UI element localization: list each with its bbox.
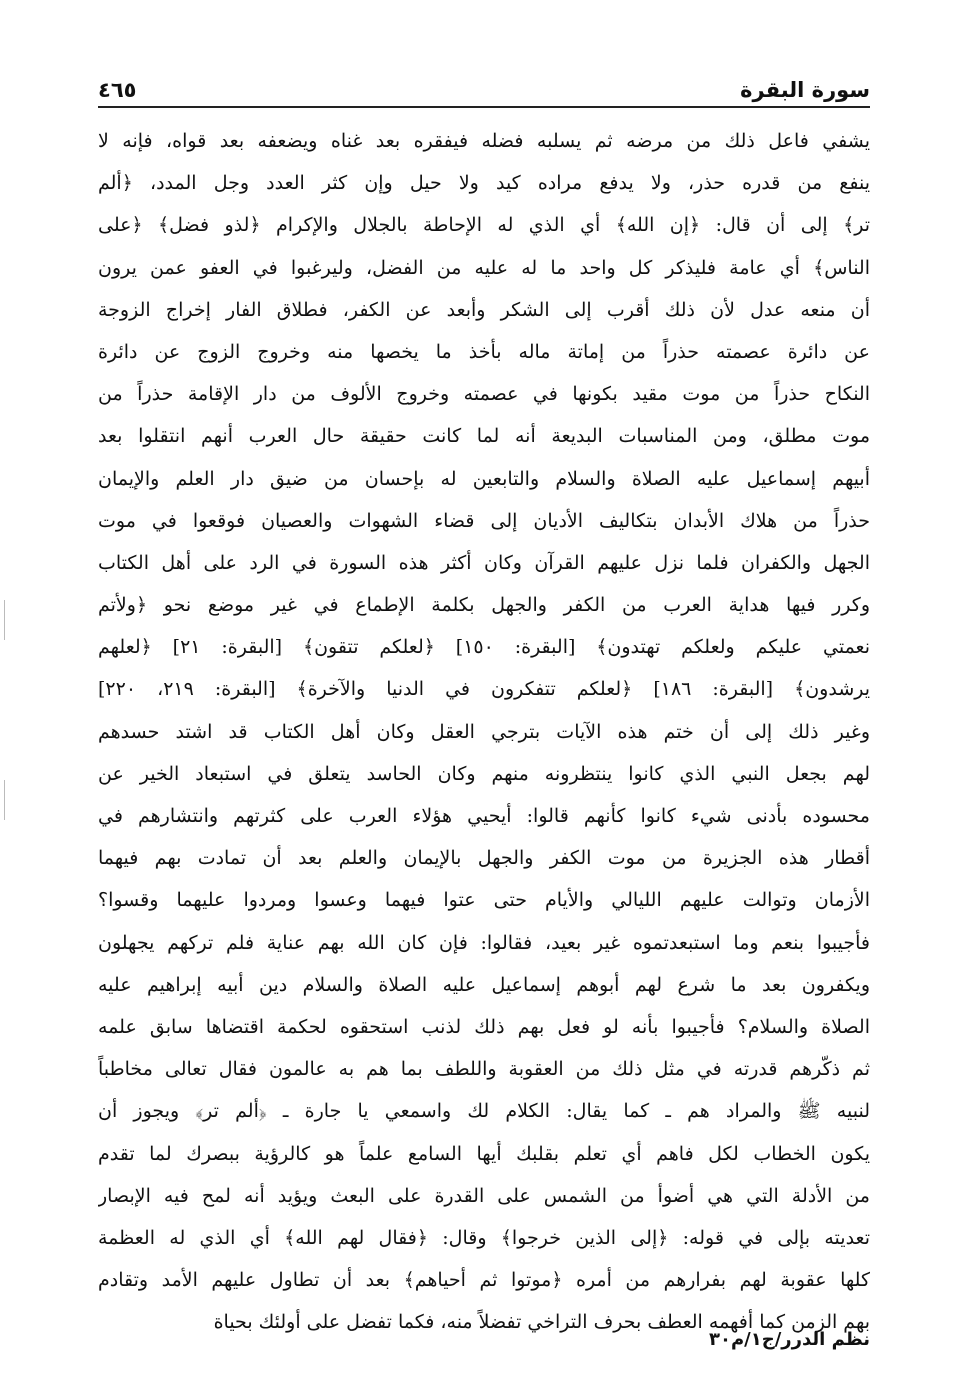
- text-line: ثم ذكّرهم قدرته في مثل ذلك من العقوبة واللطف بما هم به عالمون فقال تعالى مخاطباً: [98, 1058, 870, 1081]
- text-line: الصلاة والسلام؟ فأجيبوا بأنه لو فعل بهم ذلك لذنب استحقوه لحكمة اقتضاها سابق علمه: [98, 1015, 870, 1038]
- text-line: أقطار هذه الجزيرة من موت الكفر والجهل بالإيمان والعلم بعد أن تمادت بهم فيهما: [98, 847, 870, 870]
- text-line: لهم بجعل النبي الذي كانوا ينتظرونه منهم وكان الحاسد يتعلق في استبعاد الخير عن: [98, 762, 870, 785]
- text-line: ويكفرون بعد ما شرع لهم أبوهم إسماعيل عليه الصلاة والسلام دين أبيه إبراهيم عليه: [98, 973, 870, 996]
- text-line: محسوده بأدنى شيء كانوا كأنهم قالوا: أيحيي هؤلاء العرب على كثرتهم وانتشارهم في: [98, 805, 870, 827]
- text-line: أبيهم إسماعيل عليه الصلاة والسلام والتابعين له بإحسان من ضيق دار العلم والإيمان: [98, 467, 870, 490]
- page-number: ٤٦٥: [98, 78, 137, 102]
- text-line: موت مطلق، ومن المناسبات البديعة أنه لما كانت حقيقة حال العرب أنهم انتقلوا بعد: [98, 425, 870, 448]
- surah-title: سورة البقرة: [740, 78, 870, 102]
- text-line: يرشدون﴾ [البقرة: ١٨٦] ﴿لعلكم تتفكرون في الدنيا والآخرة﴾ [البقرة: ٢١٩، ٢٢٠]: [98, 678, 870, 701]
- text-line: يشفي فاعل ذلك من مرضه ثم يسلبه فضله فيفقره بعد غناه ويضعفه بعد قواه، فإنه لا: [98, 130, 870, 152]
- text-line: عن دائرة عصمته حذراً من إماتة ماله بأخذ ما يخصها منه وخروج الزوج عن دائرة: [98, 340, 870, 363]
- text-line: وغير ذلك إلى أن ختم هذه الآيات بترجي العقل وكان أهل الكتاب قد اشتد حسدهم: [98, 720, 870, 743]
- page-header: [98, 68, 870, 102]
- text-line: كلها عقوبة لهم بفرارهم من أمره ﴿موتوا ثم أحياهم﴾ بعد أن تطاول عليهم الأمد وتقادم: [98, 1269, 870, 1292]
- scan-edge-mark: [4, 600, 5, 640]
- body-text: [98, 120, 870, 1343]
- text-line: تعديته بإلى في قوله: ﴿إلى الذين خرجوا﴾ وقال: ﴿فقال لهم الله﴾ أي الذي له العظمة: [98, 1226, 870, 1249]
- text-line: الناس﴾ أي عامة فليذكر كل واحد ما له عليه من الفضل، وليرغبوا في العفو عمن يرون: [98, 256, 870, 279]
- text-line: الأزمان وتوالت عليهم الليالي والأيام حتى عتوا فيهما وعسوا ومردوا عليهما وقسوا؟: [98, 889, 870, 912]
- text-line: من الأدلة التي هي أضوأ من الشمس على القدرة على البعث ويؤيد أنه لمح فيه الإبصار: [98, 1184, 870, 1207]
- text-line: النكاح حذراً من موت مقيد بكونها في عصمته وخروج الألوف من دار الإقامة حذراً من: [98, 383, 870, 406]
- footer-signature: نظم الدرر/ج١/م٣٠: [708, 1329, 870, 1350]
- text-line: لنبيه ﷺ والمراد هم ـ كما يقال: الكلام لك واسمعي يا جارة ـ ﴿ألم تر﴾ ويجوز أن: [98, 1100, 870, 1123]
- text-line: نعمتي عليكم ولعلكم تهتدون﴾ [البقرة: ١٥٠] ﴿لعلكم تتقون﴾ [البقرة: ٢١] ﴿لعلهم: [98, 636, 870, 659]
- text-line: بهم الزمن كما أفهمه العطف بحرف التراخي تفضلاً منه، فكما تفضل على أولئك بحياة: [213, 1311, 870, 1334]
- text-line: تر﴾ إلى أن قال: ﴿إن الله﴾ أي الذي له الإحاطة بالجلال والإكرام ﴿لذو فضل﴾ ﴿على: [98, 214, 870, 237]
- text-line: وكرر فيها هداية العرب من الكفر والجهل بكلمة الإطماع في غير موضع نحو ﴿ولأتم: [98, 594, 870, 617]
- text-line: فأجيبوا بنعم وما استبعدتموه غير بعيد، فقالوا: فإن كان الله بهم عناية فلم تركهم يجهلون: [98, 931, 870, 954]
- header-rule: [98, 106, 870, 108]
- text-line: يكون الخطاب لكل فاهم أي تعلم بقلبك أيها السامع علماً هو كالرؤية ببصرك لما تقدم: [98, 1142, 870, 1165]
- text-line: حذراً من هلاك الأبدان بتكاليف الأديان إلى قضاء الشهوات والعصيان فوقعوا في موت: [98, 509, 870, 532]
- scan-edge-mark: [4, 780, 5, 820]
- text-line: الجهل والكفران فلما نزل عليهم القرآن وكان أكثر هذه السورة في الرد على أهل الكتاب: [98, 551, 870, 574]
- text-line: أن منعه عدل لأن ذلك أقرب إلى الشكر وأبعد عن الكفر، فطلاق الفار إخراج الزوجة: [98, 298, 870, 321]
- text-line: ينفع من قدره حذر، ولا يدفع مراده كيد ولا حيل وإن كثر العدد وجل المدد، ﴿ألم: [98, 172, 870, 195]
